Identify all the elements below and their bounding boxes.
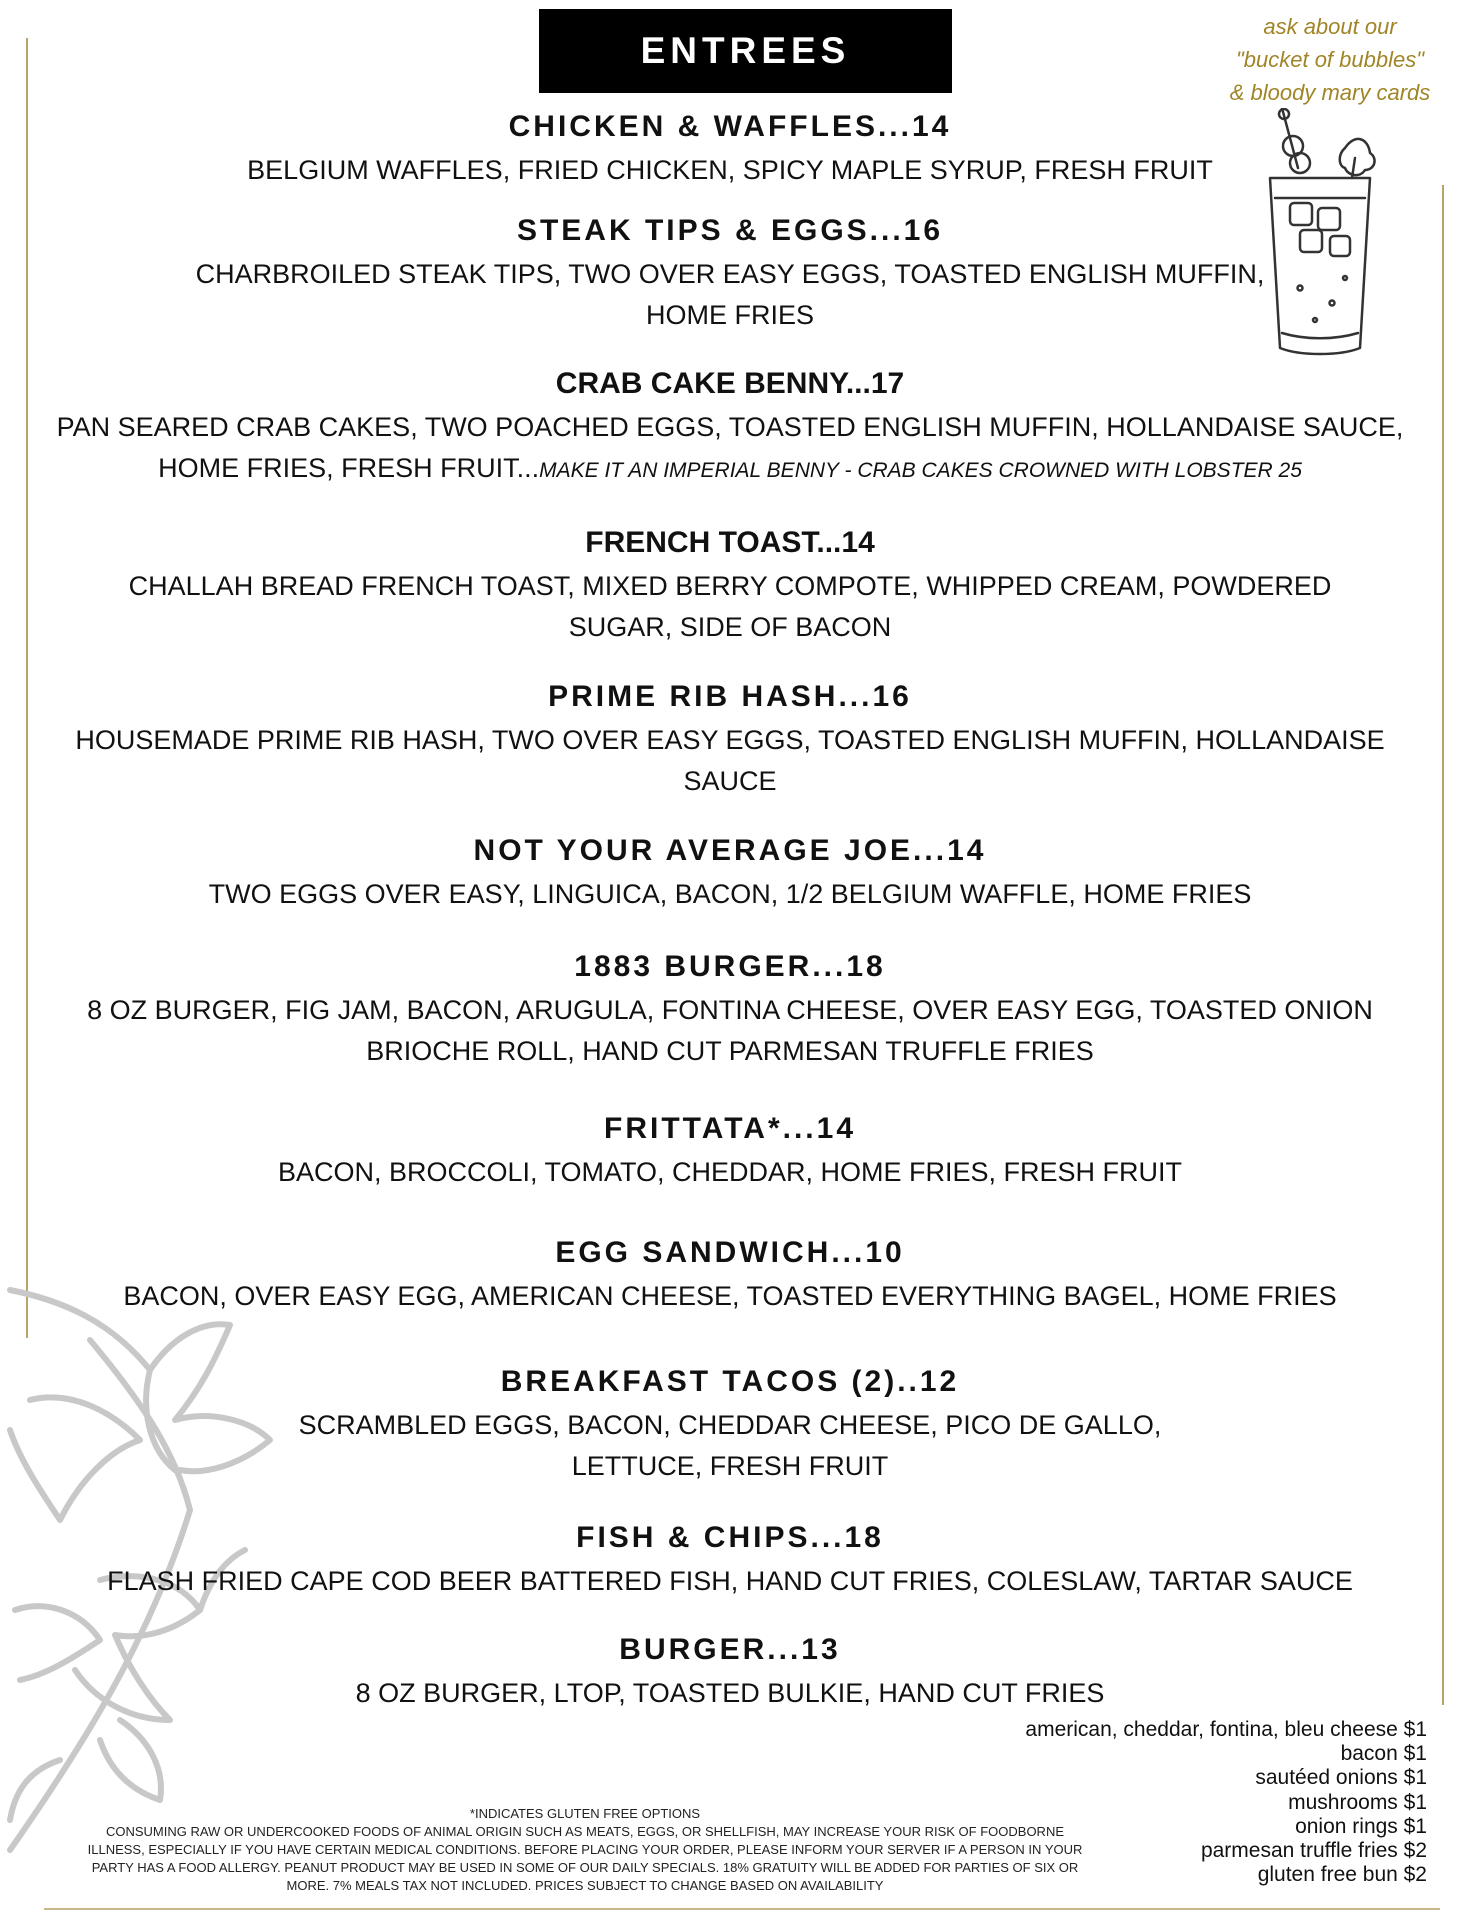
description-line: TWO EGGS OVER EASY, LINGUICA, BACON, 1/2 BELGIUM WAFFLE, HOME FRIES [208,879,1252,909]
menu-item-name: CHICKEN & WAFFLES...14 [508,110,952,143]
description-line: SAUCE [683,766,777,796]
legal-line: CONSUMING RAW OR UNDERCOOKED FOODS OF ANIMAL ORIGIN SUCH AS MEATS, EGGS, OR SHELLFISH, MAY INCREASE YOUR RISK OF FOODBORNE [105,1824,1065,1839]
description-line: CHARBROILED STEAK TIPS, TWO OVER EASY EGGS, TOASTED ENGLISH MUFFIN, [195,259,1265,289]
menu-item-description [0,566,1460,648]
menu-item-name: FRENCH TOAST...14 [585,526,875,559]
addon-item: mushrooms $1 [1288,1790,1427,1814]
description-line: FLASH FRIED CAPE COD BEER BATTERED FISH, HAND CUT FRIES, COLESLAW, TARTAR SAUCE [107,1566,1353,1596]
menu-section-title: ENTREES [539,9,952,93]
addon-item: sautéed onions $1 [1255,1766,1427,1790]
description-line: SCRAMBLED EGGS, BACON, CHEDDAR CHEESE, PICO DE GALLO, [298,1410,1162,1440]
menu-item-chicken-waffles [0,108,1460,191]
menu-item-description [0,1405,1460,1487]
legal-line: PARTY HAS A FOOD ALLERGY. PEANUT PRODUCT MAY BE USED IN SOME OF OUR DAILY SPECIALS. 18% GRATUITY WILL BE ADDED FOR PARTIES OF SIX OR [91,1860,1079,1875]
menu-item-crab-cake-benny [0,365,1460,491]
addon-item: onion rings $1 [1295,1814,1427,1838]
menu-item-description [0,1561,1460,1602]
description-line: CHALLAH BREAD FRENCH TOAST, MIXED BERRY COMPOTE, WHIPPED CREAM, POWDERED [128,571,1332,601]
menu-item-name: CRAB CAKE BENNY...17 [555,367,905,400]
menu-item-name: BURGER...13 [619,1633,841,1666]
menu-item-prime-rib-hash [0,678,1460,802]
description-line: HOME FRIES, FRESH FRUIT...MAKE IT AN IMPERIAL BENNY - CRAB CAKES CROWNED WITH LOBSTER 25 [158,453,1302,483]
description-line: LETTUCE, FRESH FRUIT [571,1451,889,1481]
menu-item-name: EGG SANDWICH...10 [555,1236,905,1269]
legal-line: ILLNESS, ESPECIALLY IF YOU HAVE CERTAIN MEDICAL CONDITIONS. BEFORE PLACING YOUR ORDER, PLEASE INFORM YOUR SERVER IF A PERSON IN YOUR [87,1842,1083,1857]
addon-item: gluten free bun $2 [1257,1863,1427,1887]
description-line: BRIOCHE ROLL, HAND CUT PARMESAN TRUFFLE FRIES [366,1036,1094,1066]
menu-item-description [0,1152,1460,1193]
menu-item-1883-burger [0,948,1460,1072]
menu-item-description [0,874,1460,915]
menu-item-not-your-average-joe [0,832,1460,915]
gluten-free-note: *INDICATES GLUTEN FREE OPTIONS [469,1806,701,1821]
addon-item: bacon $1 [1340,1742,1427,1766]
menu-item-fish-chips [0,1519,1460,1602]
menu-item-description [0,720,1460,802]
menu-item-steak-tips-eggs [0,212,1460,336]
menu-item-name: PRIME RIB HASH...16 [548,680,912,713]
menu-item-description [0,254,1460,336]
addon-item: parmesan truffle fries $2 [1200,1839,1427,1863]
menu-item-frittata [0,1110,1460,1193]
promo-line: ask about our [1263,14,1397,39]
description-line: BACON, BROCCOLI, TOMATO, CHEDDAR, HOME FRIES, FRESH FRUIT [277,1157,1183,1187]
promo-line: & bloody mary cards [1229,80,1431,105]
promo-line: "bucket of bubbles" [1235,47,1425,72]
menu-item-description [0,1673,1460,1714]
promo-note [1195,10,1465,109]
description-line: HOUSEMADE PRIME RIB HASH, TWO OVER EASY EGGS, TOASTED ENGLISH MUFFIN, HOLLANDAISE [75,725,1385,755]
menu-item-french-toast [0,524,1460,648]
description-line: SUGAR, SIDE OF BACON [568,612,892,642]
menu-item-egg-sandwich [0,1234,1460,1317]
legal-line: MORE. 7% MEALS TAX NOT INCLUDED. PRICES SUBJECT TO CHANGE BASED ON AVAILABILITY [286,1878,884,1893]
description-line: BACON, OVER EASY EGG, AMERICAN CHEESE, TOASTED EVERYTHING BAGEL, HOME FRIES [123,1281,1337,1311]
menu-item-description [0,150,1460,191]
menu-item-burger [0,1631,1460,1714]
imperial-benny-note: MAKE IT AN IMPERIAL BENNY - CRAB CAKES CROWNED WITH LOBSTER 25 [539,459,1302,482]
menu-item-name: STEAK TIPS & EGGS...16 [516,214,944,247]
description-line: HOME FRIES [645,300,814,330]
menu-item-name: FRITTATA*...14 [604,1112,856,1145]
addon-item: american, cheddar, fontina, bleu cheese $1 [1025,1718,1427,1741]
description-line: BELGIUM WAFFLES, FRIED CHICKEN, SPICY MAPLE SYRUP, FRESH FRUIT [247,155,1213,185]
description-line: 8 OZ BURGER, FIG JAM, BACON, ARUGULA, FONTINA CHEESE, OVER EASY EGG, TOASTED ONION [87,995,1373,1025]
menu-item-breakfast-tacos [0,1363,1460,1487]
description-line: 8 OZ BURGER, LTOP, TOASTED BULKIE, HAND CUT FRIES [355,1678,1105,1708]
menu-item-name: BREAKFAST TACOS (2)..12 [500,1365,960,1398]
menu-item-description [0,990,1460,1072]
menu-item-name: FISH & CHIPS...18 [576,1521,884,1554]
menu-item-description [0,1276,1460,1317]
menu-item-description [0,407,1460,491]
menu-item-name: 1883 BURGER...18 [574,950,886,983]
menu-item-name: NOT YOUR AVERAGE JOE...14 [473,834,987,867]
legal-disclaimer [70,1805,1100,1895]
description-line: PAN SEARED CRAB CAKES, TWO POACHED EGGS, TOASTED ENGLISH MUFFIN, HOLLANDAISE SAUCE, [56,412,1404,442]
bottom-border-rule [44,1908,1440,1910]
